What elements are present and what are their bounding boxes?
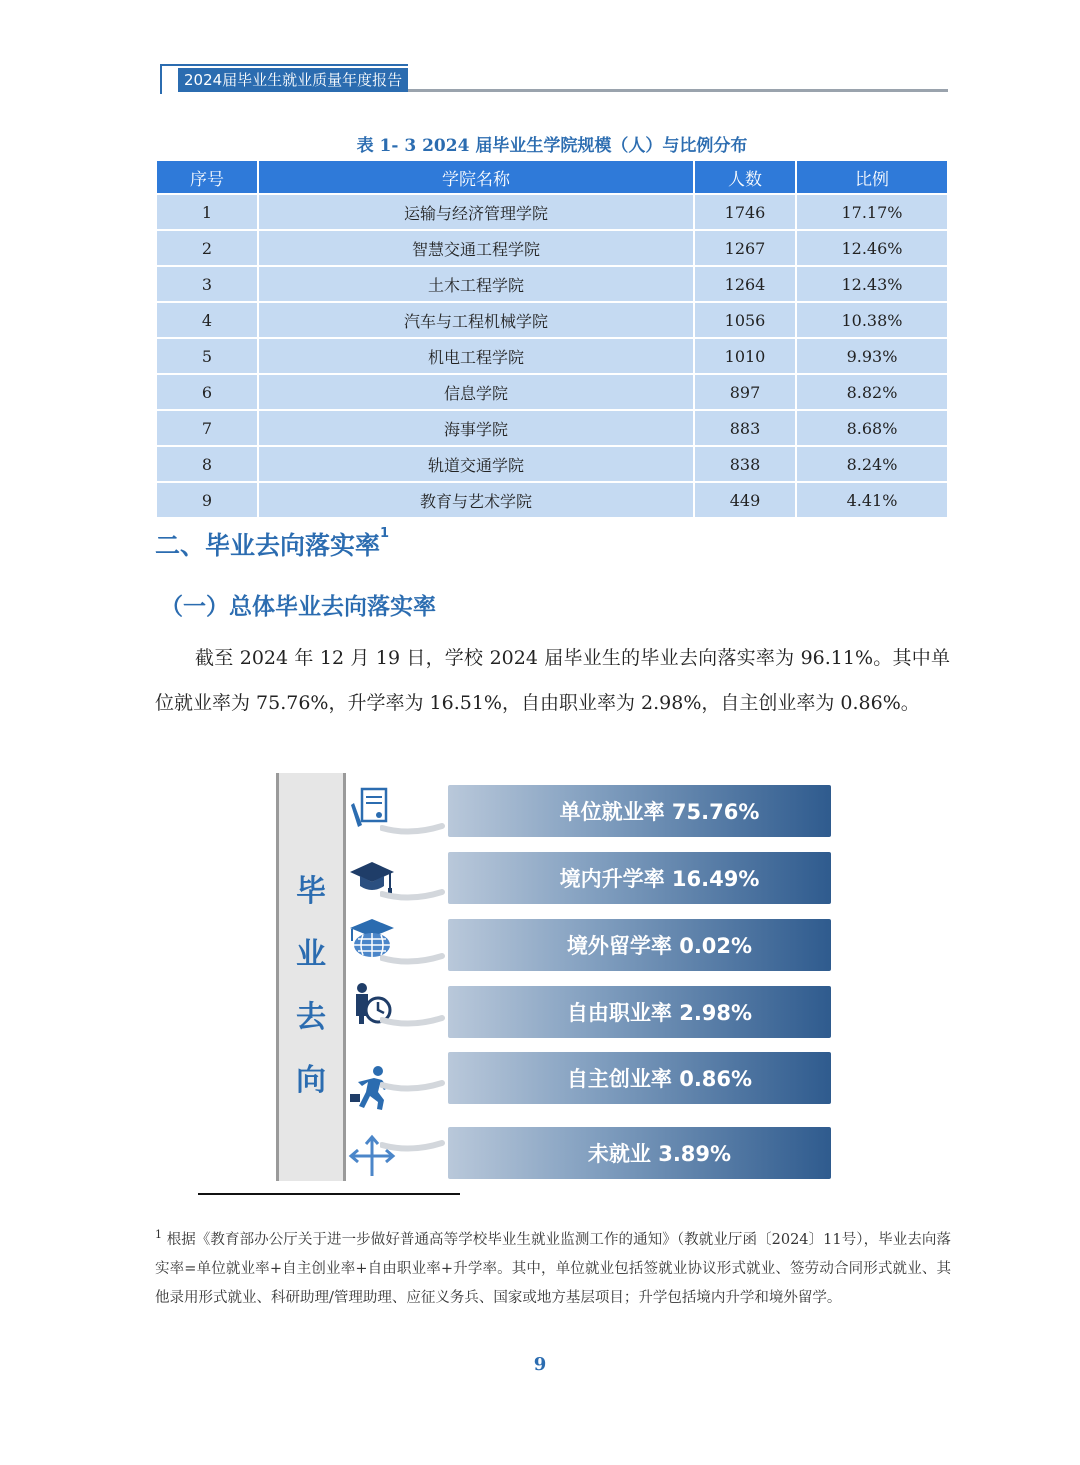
swoosh-decoration	[380, 1123, 446, 1153]
cell-ratio: 8.24%	[797, 447, 947, 481]
cell-index: 3	[157, 267, 257, 301]
table-row	[157, 339, 947, 373]
cell-count: 1264	[695, 267, 795, 301]
cell-ratio: 8.68%	[797, 411, 947, 445]
cell-ratio: 17.17%	[797, 195, 947, 229]
table-row	[157, 483, 947, 517]
cell-index: 5	[157, 339, 257, 373]
table-row	[157, 411, 947, 445]
cell-ratio: 10.38%	[797, 303, 947, 337]
footnote-mark: 1	[155, 1228, 162, 1241]
footnote	[155, 1220, 951, 1313]
report-title: 2024届毕业生就业质量年度报告	[178, 68, 408, 92]
cell-index: 7	[157, 411, 257, 445]
section-title: 二、毕业去向落实率$^1$	[155, 526, 390, 560]
table-row	[157, 447, 947, 481]
subsection-title: （一）总体毕业去向落实率	[160, 594, 436, 620]
cell-college: 汽车与工程机械学院	[259, 303, 693, 337]
cell-count: 1267	[695, 231, 795, 265]
rate-bar-overseas-study: 境外留学率 0.02%	[448, 919, 831, 971]
cell-college: 智慧交通工程学院	[259, 231, 693, 265]
rate-bar-domestic-study: 境内升学率 16.49%	[448, 852, 831, 904]
vertical-char: 向	[296, 1063, 326, 1098]
vertical-char: 业	[296, 937, 326, 972]
rate-bar-unemployed: 未就业 3.89%	[448, 1127, 831, 1179]
cell-index: 6	[157, 375, 257, 409]
cell-index: 1	[157, 195, 257, 229]
cell-college: 海事学院	[259, 411, 693, 445]
table-caption: 表 1- 3 2024 届毕业生学院规模（人）与比例分布	[356, 136, 748, 156]
cell-ratio: 4.41%	[797, 483, 947, 517]
cell-college: 信息学院	[259, 375, 693, 409]
col-header-ratio: 比例	[797, 161, 947, 193]
cell-count: 883	[695, 411, 795, 445]
swoosh-decoration	[380, 936, 446, 966]
swoosh-decoration	[380, 1063, 446, 1093]
cell-count: 838	[695, 447, 795, 481]
table-row	[157, 231, 947, 265]
col-header-count: 人数	[695, 161, 795, 193]
cell-index: 9	[157, 483, 257, 517]
table-row	[157, 195, 947, 229]
rate-bar-freelance: 自由职业率 2.98%	[448, 986, 831, 1038]
cell-count: 1056	[695, 303, 795, 337]
cell-index: 8	[157, 447, 257, 481]
cell-ratio: 12.43%	[797, 267, 947, 301]
cell-index: 4	[157, 303, 257, 337]
vertical-char: 毕	[296, 874, 326, 909]
footnote-ref[interactable]: 1	[380, 526, 390, 541]
summary-paragraph: 截至 2024 年 12 月 19 日，学校 2024 届毕业生的毕业去向落实率为 96.11%。其中单位就业率为 75.76%，升学率为 16.51%，自由职业率为 2.98%，自主创业率为 0.86%。	[155, 647, 950, 714]
table-row	[157, 375, 947, 409]
infographic-vertical-label	[276, 860, 346, 1112]
cell-count: 897	[695, 375, 795, 409]
col-header-college: 学院名称	[259, 161, 693, 193]
footnote-text: 根据《教育部办公厅关于进一步做好普通高等学校毕业生就业监测工作的通知》（教就业厅函〔2024〕11号），毕业去向落实率=单位就业率+自主创业率+自由职业率+升学率。其中，单位就业包括签就业协议形式就业、签劳动合同形式就业、其他录用形式就业、科研助理/管理助理、应征义务兵、国家或地方基层项目；升学包括境内升学和境外留学。	[155, 1231, 951, 1306]
cell-count: 1746	[695, 195, 795, 229]
cell-college: 机电工程学院	[259, 339, 693, 373]
cell-index: 2	[157, 231, 257, 265]
cell-ratio: 8.82%	[797, 375, 947, 409]
cell-college: 运输与经济管理学院	[259, 195, 693, 229]
page-number: 9	[533, 1354, 547, 1375]
swoosh-decoration	[380, 998, 446, 1028]
cell-college: 土木工程学院	[259, 267, 693, 301]
table-row	[157, 267, 947, 301]
header-rule	[408, 89, 948, 92]
swoosh-decoration	[380, 872, 446, 902]
rate-bar-unit-employment: 单位就业率 75.76%	[448, 785, 831, 837]
cell-count: 449	[695, 483, 795, 517]
table-row	[157, 303, 947, 337]
cell-college: 轨道交通学院	[259, 447, 693, 481]
table-header-row	[157, 161, 947, 193]
rate-bar-entrepreneurship: 自主创业率 0.86%	[448, 1052, 831, 1104]
college-table	[155, 159, 949, 519]
cell-ratio: 9.93%	[797, 339, 947, 373]
cell-count: 1010	[695, 339, 795, 373]
footnote-rule	[198, 1193, 460, 1195]
col-header-index: 序号	[157, 161, 257, 193]
cell-ratio: 12.46%	[797, 231, 947, 265]
swoosh-decoration	[380, 806, 446, 836]
vertical-char: 去	[296, 1000, 326, 1035]
cell-college: 教育与艺术学院	[259, 483, 693, 517]
